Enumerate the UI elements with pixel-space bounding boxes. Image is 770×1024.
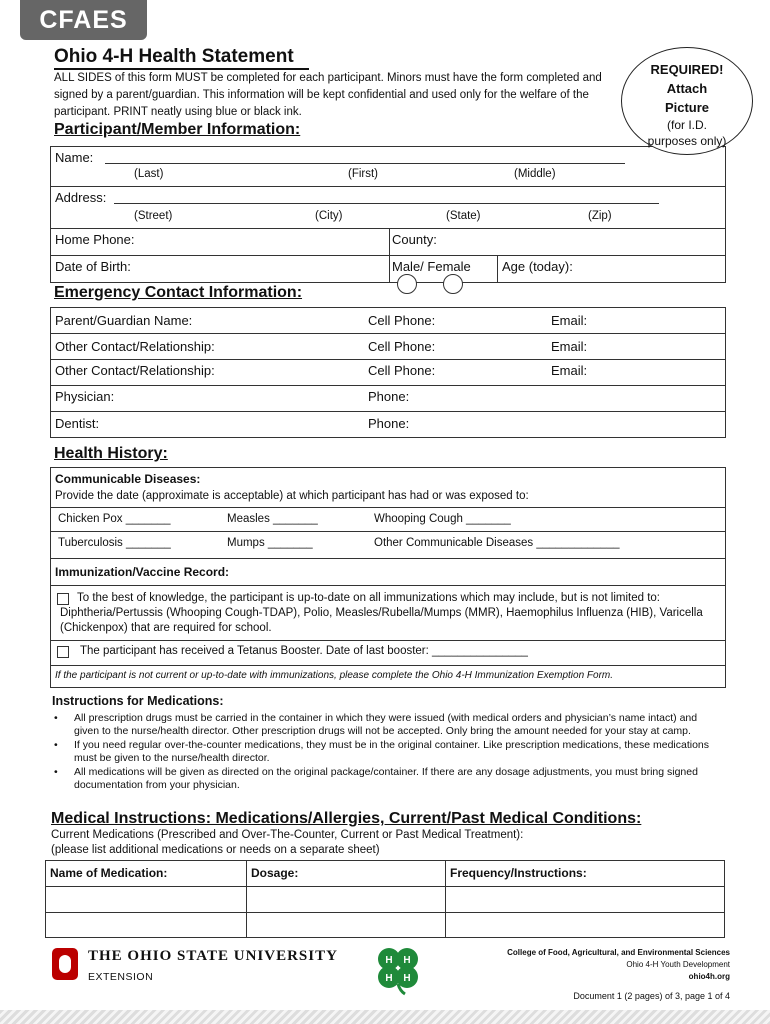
photo-attach: Attach <box>666 81 708 96</box>
home-phone-label: Home Phone: <box>55 232 135 247</box>
emergency-row-1-right: Email: <box>551 313 588 328</box>
divider <box>50 255 726 256</box>
svg-text:H: H <box>403 973 411 984</box>
bottom-strip <box>0 1010 770 1024</box>
divider <box>445 860 446 938</box>
osu-name: THE OHIO STATE UNIVERSITY <box>88 948 338 964</box>
name-first: (First) <box>348 168 379 180</box>
address-city: (City) <box>315 210 343 222</box>
mumps-field[interactable]: Mumps _______ <box>227 537 313 549</box>
measles-field[interactable]: Measles _______ <box>227 513 318 525</box>
divider <box>50 558 726 559</box>
tetanus-text: The participant has received a Tetanus Booster. Date of last booster: _______________ <box>80 645 528 657</box>
svg-text:H: H <box>385 973 393 984</box>
tetanus-checkbox[interactable] <box>57 646 69 658</box>
divider <box>50 359 726 360</box>
col-medication-name: Name of Medication: <box>50 866 168 880</box>
physician-label: Physician: <box>55 389 115 404</box>
frequency-cell-1[interactable] <box>447 888 723 911</box>
address-zip: (Zip) <box>588 210 612 222</box>
medication-name-cell-2[interactable] <box>47 914 245 937</box>
dosage-cell-2[interactable] <box>248 914 444 937</box>
physician-phone-label: Phone: <box>368 389 410 404</box>
name-label: Name: <box>55 150 94 165</box>
divider <box>50 507 726 508</box>
cfaes-logo: CFAES <box>20 0 147 40</box>
address-street: (Street) <box>134 210 173 222</box>
photo-required: REQUIRED! <box>650 62 724 77</box>
tuberculosis-field[interactable]: Tuberculosis _______ <box>58 537 171 549</box>
medical-line-1: Current Medications (Prescribed and Over-The-Counter, Current or Past Medical Treatment): <box>51 829 524 841</box>
immunization-text: To the best of knowledge, the participant is up-to-date on all immunizations which may include, but is not limited to: Diphtheria/Pertussis (Whooping Cough-TDAP), Polio, Measles/Rubella/Mumps (MMR), Haemophilus Influenza (HIB), Varicella (Chickenpox) that are required for school. <box>60 592 703 634</box>
footer-college: College of Food, Agricultural, and Environmental Sciences <box>507 948 730 957</box>
emergency-row-3-left: Other Contact/Relationship: <box>55 363 215 378</box>
dosage-cell-1[interactable] <box>248 888 444 911</box>
communicable-desc: Provide the date (approximate is acceptable) at which participant has had or was exposed to: <box>55 490 529 502</box>
communicable-title: Communicable Diseases: <box>55 472 201 486</box>
name-middle: (Middle) <box>514 168 556 180</box>
col-dosage: Dosage: <box>251 866 299 880</box>
divider <box>246 860 247 938</box>
photo-picture: Picture <box>664 100 710 115</box>
photo-note-2: purposes only) <box>647 134 727 148</box>
form-intro: ALL SIDES of this form MUST be completed for each participant. Minors must have the form completed and signed by a parent/guardian. This information will be kept confidential and used only for the welfare of the participant. PRINT neatly using blue or black ink. <box>54 72 602 118</box>
med-instruction-item: • All medications will be given as directed on the original package/container. If there are any dosage adjustments, you must bring signed documentation from your physician. <box>50 766 720 792</box>
emergency-row-1-left: Parent/Guardian Name: <box>55 313 193 328</box>
divider <box>50 640 726 641</box>
medical-line-2: (please list additional medications or needs on a separate sheet) <box>51 844 380 856</box>
divider <box>45 886 725 887</box>
dob-label: Date of Birth: <box>55 259 131 274</box>
med-instructions-title: Instructions for Medications: <box>52 694 224 708</box>
health-heading: Health History: <box>54 445 168 462</box>
med-instructions-list <box>50 712 720 793</box>
emergency-row-3-right: Email: <box>551 363 588 378</box>
medical-heading: Medical Instructions: Medications/Allergies, Current/Past Medical Conditions: <box>51 810 642 827</box>
divider <box>50 665 726 666</box>
divider <box>45 912 725 913</box>
age-label: Age (today): <box>502 259 573 274</box>
svg-text:H: H <box>403 955 411 966</box>
emergency-row-3-mid: Cell Phone: <box>368 363 436 378</box>
county-label: County: <box>392 232 437 247</box>
name-field[interactable] <box>105 163 625 164</box>
gender-label: Male/ Female <box>392 259 471 274</box>
divider <box>50 385 726 386</box>
male-radio[interactable] <box>397 274 417 294</box>
emergency-row-1-mid: Cell Phone: <box>368 313 436 328</box>
osu-block-o-icon <box>52 948 78 980</box>
name-last: (Last) <box>134 168 164 180</box>
address-label: Address: <box>55 190 107 205</box>
emergency-row-2-mid: Cell Phone: <box>368 339 436 354</box>
divider <box>50 585 726 586</box>
participant-heading: Participant/Member Information: <box>54 121 301 138</box>
divider <box>389 228 390 283</box>
whooping-cough-field[interactable]: Whooping Cough _______ <box>374 513 511 525</box>
other-diseases-field[interactable]: Other Communicable Diseases _____________ <box>374 537 620 549</box>
photo-attach-area[interactable] <box>621 47 753 155</box>
osu-extension: EXTENSION <box>88 971 154 983</box>
divider <box>50 228 726 229</box>
emergency-row-2-right: Email: <box>551 339 588 354</box>
footer-site: ohio4h.org <box>688 972 730 981</box>
med-instruction-item: • If you need regular over-the-counter medications, they must be in the original container. Like prescription medications, these medications must be given to the nurse/health director. <box>50 739 720 765</box>
footer-document-info: Document 1 (2 pages) of 3, page 1 of 4 <box>573 991 730 1001</box>
emergency-row-2-left: Other Contact/Relationship: <box>55 339 215 354</box>
divider <box>50 531 726 532</box>
medication-name-cell-1[interactable] <box>47 888 245 911</box>
col-frequency: Frequency/Instructions: <box>450 866 587 880</box>
divider <box>497 255 498 283</box>
med-instruction-item: • All prescription drugs must be carried in the container in which they were issued (with medical orders and physician’s name intact) and given to the nurse/health director. Other prescription drugs will not be accepted. Only bring the amount needed for your stay at camp. <box>50 712 720 738</box>
photo-note-1: (for I.D. <box>666 118 707 132</box>
divider <box>50 186 726 187</box>
chicken-pox-field[interactable]: Chicken Pox _______ <box>58 513 171 525</box>
exemption-note: If the participant is not current or up-to-date with immunizations, please complete the Ohio 4-H Immunization Exemption Form. <box>55 670 614 681</box>
immunization-title: Immunization/Vaccine Record: <box>55 565 230 579</box>
divider <box>50 333 726 334</box>
divider <box>50 411 726 412</box>
4h-clover-icon <box>372 944 424 996</box>
frequency-cell-2[interactable] <box>447 914 723 937</box>
address-field[interactable] <box>114 203 659 204</box>
address-state: (State) <box>446 210 481 222</box>
dentist-label: Dentist: <box>55 416 100 431</box>
emergency-heading: Emergency Contact Information: <box>54 284 303 301</box>
footer-youth: Ohio 4-H Youth Development <box>626 960 730 969</box>
dentist-phone-label: Phone: <box>368 416 410 431</box>
female-radio[interactable] <box>443 274 463 294</box>
form-title: Ohio 4-H Health Statement <box>54 46 294 67</box>
svg-text:H: H <box>385 955 393 966</box>
